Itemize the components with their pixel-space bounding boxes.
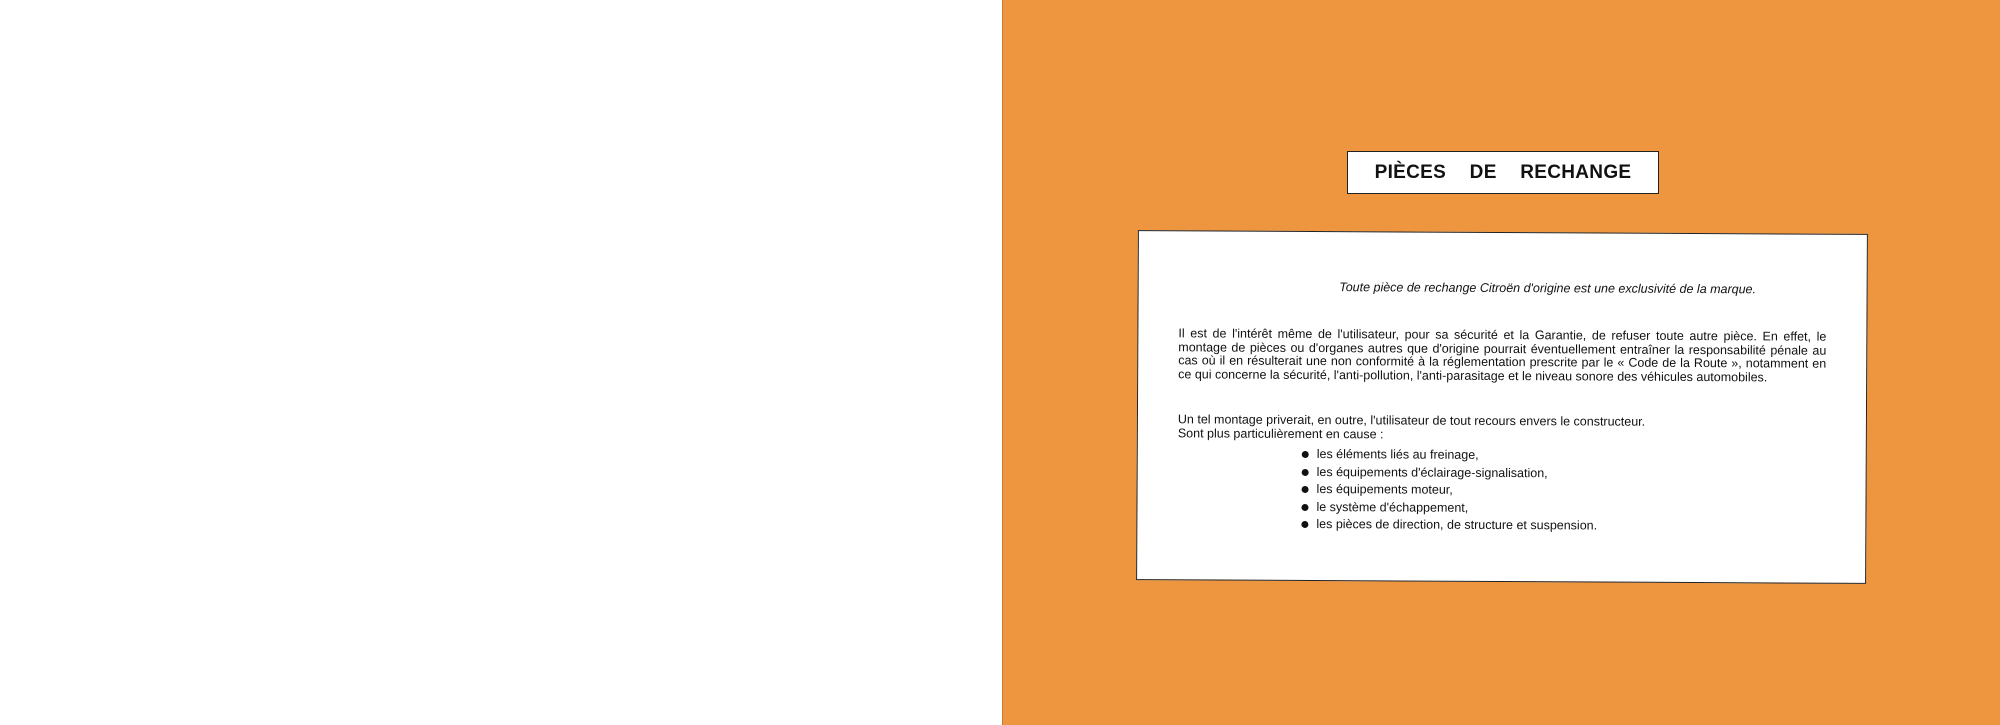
intro-text: Toute pièce de rechange Citroën d'origine est une exclusivité de la marque. — [1339, 280, 1757, 297]
paragraph-safety: Il est de l'intérêt même de l'utilisateur, pour sa sécurité et la Garantie, de refuser toute autre pièce. En effet, le montage de pièces ou d'organes autres que d'origine pourrait éventuellement entraîner la responsabilité pénale au cas où il en résulterait une non conformité à la réglementation prescrite par le « Code de la Route », notamment en ce qui concerne la sécurité, l'anti-pollution, l'anti-parasitage et le niveau sonore des véhicules automobiles. — [1178, 326, 1827, 384]
list-item: les éléments liés au freinage, — [1302, 446, 1598, 465]
bullet-icon — [1302, 451, 1309, 458]
list-item: les équipements moteur, — [1302, 481, 1598, 500]
parts-list — [1301, 446, 1597, 535]
paragraph-recourse — [1178, 413, 1826, 443]
bullet-icon — [1301, 521, 1308, 528]
list-item: les pièces de direction, de structure et suspension. — [1301, 516, 1597, 535]
list-item: les équipements d'éclairage-signalisation, — [1302, 463, 1598, 482]
list-item: le système d'échappement, — [1301, 498, 1597, 517]
orange-right-page — [1002, 0, 2000, 725]
bullet-icon — [1302, 468, 1309, 475]
title-box — [1347, 151, 1659, 194]
paragraph-recourse-line1: Un tel montage priverait, en outre, l'utilisateur de tout recours envers le constructeur. — [1177, 412, 1646, 429]
paragraph-recourse-line2: Sont plus particulièrement en cause : — [1177, 425, 1384, 441]
bullet-icon — [1302, 486, 1309, 493]
notice-box — [1136, 230, 1868, 584]
page-title: PIÈCES DE RECHANGE — [1374, 161, 1632, 183]
bullet-icon — [1301, 503, 1308, 510]
